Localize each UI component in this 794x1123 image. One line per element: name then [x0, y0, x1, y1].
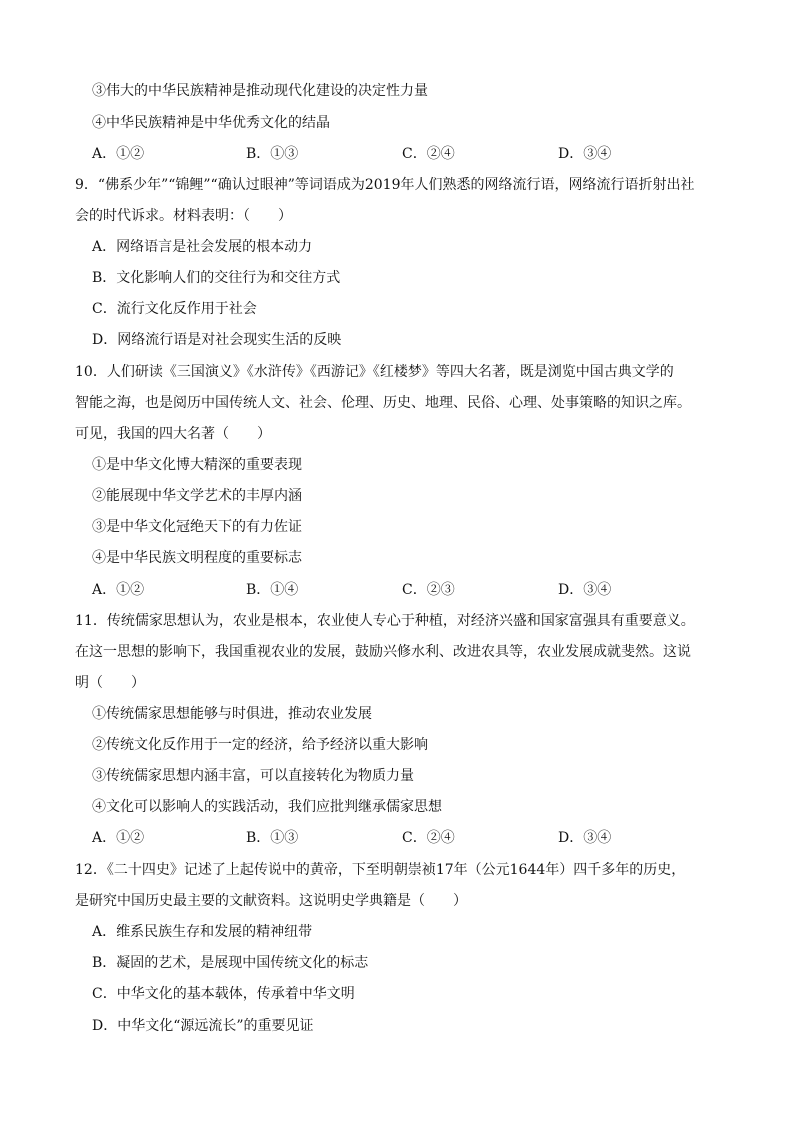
q11-item-2: ②传统文化反作用于一定的经济，给予经济以重大影响 — [92, 737, 428, 753]
q11-choices — [92, 828, 732, 848]
q11-item-4: ④文化可以影响人的实践活动，我们应批判继承儒家思想 — [92, 799, 442, 815]
q11-item-1: ①传统儒家思想能够与时俱进，推动农业发展 — [92, 706, 372, 722]
q8-item-4: ④中华民族精神是中华优秀文化的结晶 — [92, 115, 330, 131]
q8-item-3: ③伟大的中华民族精神是推动现代化建设的决定性力量 — [92, 83, 428, 99]
q11-stem-line-3: 明（ ） — [75, 675, 145, 691]
q12-stem-line-1: 12．《二十四史》记述了上起传说中的黄帝，下至明朝崇祯17年（公元1644年）四千多年的历史， — [75, 862, 686, 878]
q11-stem-line-1: 11．传统儒家思想认为，农业是根本，农业使人专心于种植，对经济兴盛和国家富强具有重要意义。 — [75, 613, 695, 629]
q10-choice-d: D．③④ — [558, 582, 612, 598]
q12-option-a: A．维系民族生存和发展的精神纽带 — [92, 924, 313, 940]
q10-stem-line-3: 可见，我国的四大名著（ ） — [75, 426, 271, 442]
q11-item-3: ③传统儒家思想内涵丰富，可以直接转化为物质力量 — [92, 768, 414, 784]
q9-option-b: B．文化影响人们的交往行为和交往方式 — [92, 270, 341, 286]
q9-stem-line-2: 会的时代诉求。材料表明：（ ） — [75, 208, 292, 224]
q8-choices — [92, 144, 732, 164]
q12-option-d: D．中华文化“源远流长”的重要见证 — [92, 1018, 314, 1034]
q12-option-c: C．中华文化的基本载体，传承着中华文明 — [92, 986, 355, 1002]
q8-choice-b: B．①③ — [246, 146, 299, 162]
q10-choice-a: A．①② — [92, 582, 145, 598]
q8-choice-d: D．③④ — [558, 146, 612, 162]
q10-item-3: ③是中华文化冠绝天下的有力佐证 — [92, 519, 302, 535]
q9-option-c: C．流行文化反作用于社会 — [92, 301, 257, 317]
q10-item-4: ④是中华民族文明程度的重要标志 — [92, 550, 302, 566]
q10-choice-c: C．②③ — [402, 582, 455, 598]
q12-option-b: B．凝固的艺术，是展现中国传统文化的标志 — [92, 955, 369, 971]
q9-option-a: A．网络语言是社会发展的根本动力 — [92, 239, 313, 255]
q8-choice-c: C．②④ — [402, 146, 455, 162]
q11-choice-b: B．①③ — [246, 830, 299, 846]
q12-stem-line-2: 是研究中国历史最主要的文献资料。这说明史学典籍是（ ） — [75, 893, 467, 909]
q10-item-1: ①是中华文化博大精深的重要表现 — [92, 457, 302, 473]
q10-item-2: ②能展现中华文学艺术的丰厚内涵 — [92, 488, 302, 504]
q10-stem-line-2: 智能之海，也是阅历中国传统人文、社会、伦理、历史、地理、民俗、心理、处事策略的知识之库。 — [75, 395, 691, 411]
q10-stem-line-1: 10．人们研读《三国演义》《水浒传》《西游记》《红楼梦》等四大名著，既是浏览中国古典文学的 — [75, 364, 674, 380]
q11-choice-a: A．①② — [92, 830, 145, 846]
q9-stem-line-1: 9．“佛系少年”“锦鲤”“确认过眼神”等词语成为2019年人们熟悉的网络流行语，网络流行语折射出社 — [75, 177, 695, 193]
q10-choices — [92, 580, 732, 600]
q9-option-d: D．网络流行语是对社会现实生活的反映 — [92, 332, 342, 348]
q11-choice-d: D．③④ — [558, 830, 612, 846]
q11-stem-line-2: 在这一思想的影响下，我国重视农业的发展，鼓励兴修水利、改进农具等，农业发展成就斐然。这说 — [75, 644, 691, 660]
q11-choice-c: C．②④ — [402, 830, 455, 846]
q8-choice-a: A．①② — [92, 146, 145, 162]
q10-choice-b: B．①④ — [246, 582, 299, 598]
